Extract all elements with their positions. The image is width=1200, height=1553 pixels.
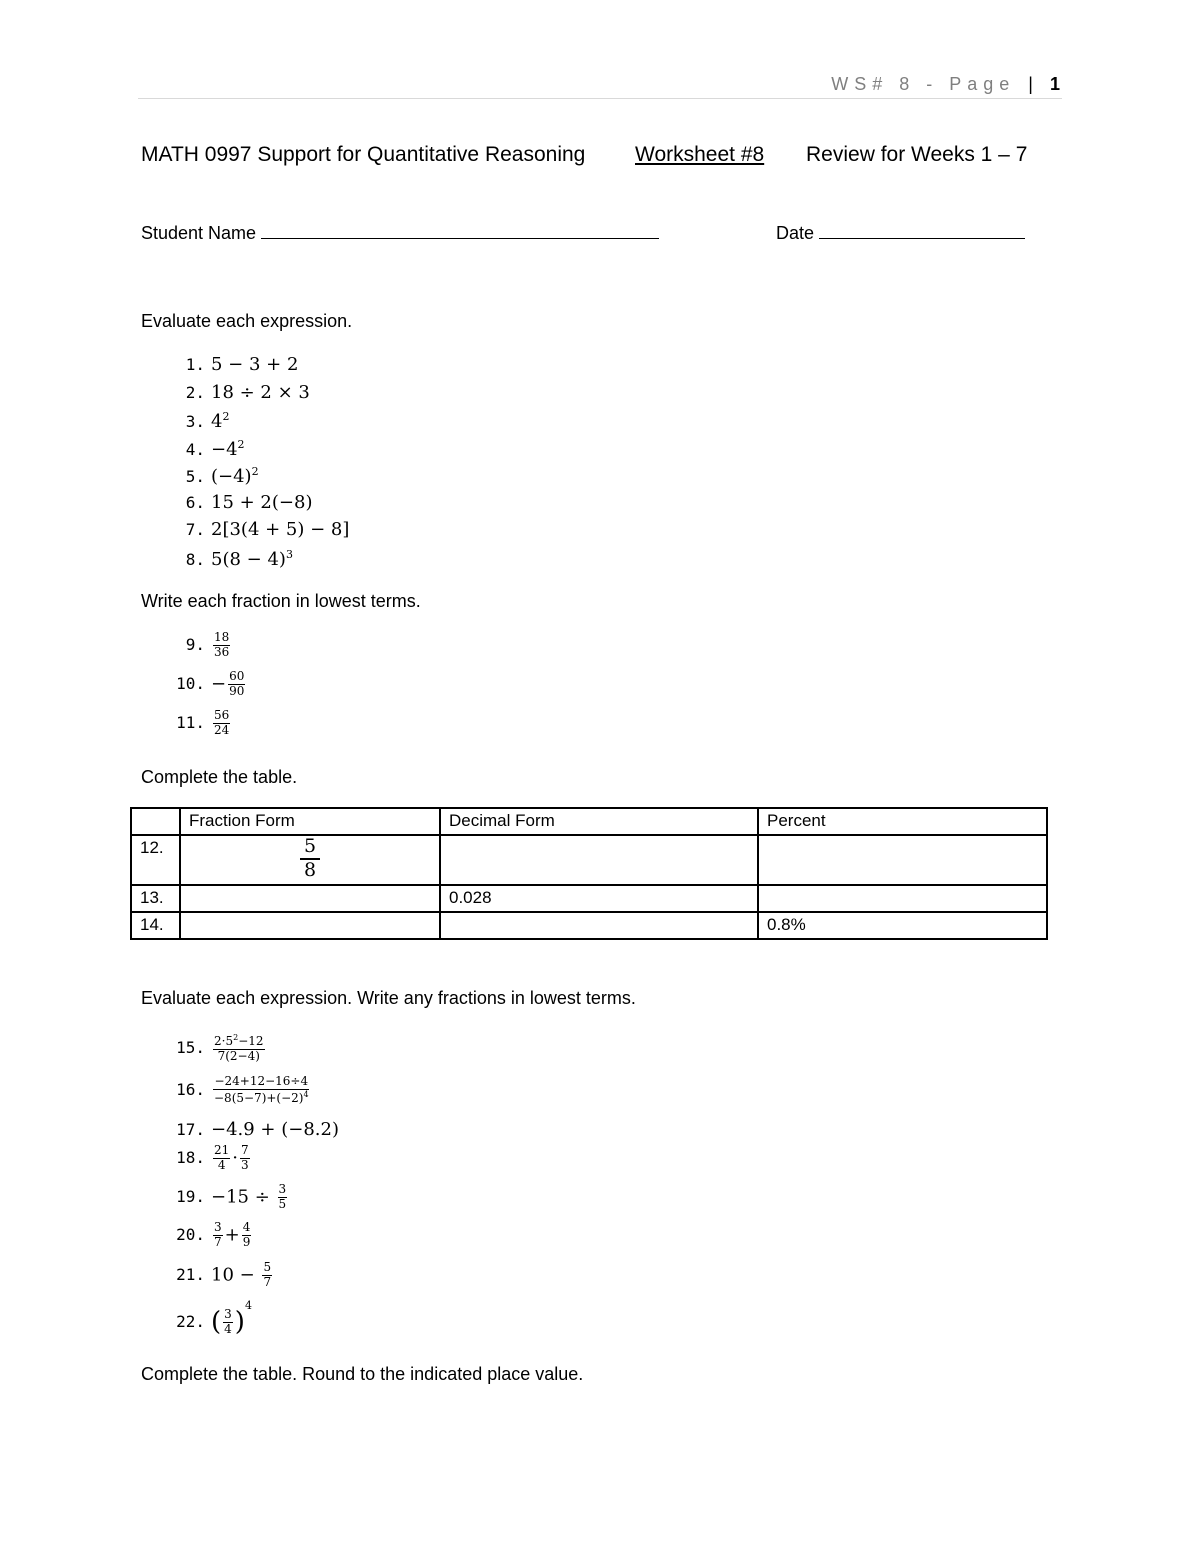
table-header-cell: Fraction Form — [180, 808, 440, 835]
fraction: $\frac{60}{90}$ — [229, 669, 245, 698]
problem-16: 16. $\frac{-24+12-16\div 4}{-8(5-7)+(-2)^4}$ — [176, 1074, 309, 1105]
problem-3: 3. $4^2$ — [185, 410, 230, 432]
problem-20: 20. $\frac{3}{7}$ + $\frac{4}{9}$ — [176, 1220, 251, 1249]
row-number: 12. — [131, 835, 180, 885]
problem-10: 10. − $\frac{60}{90}$ — [176, 669, 245, 698]
problem-6: 6. 15 + 2(−8) — [185, 492, 313, 513]
header-rule — [138, 98, 1062, 99]
percent-cell: 0.8% — [758, 912, 1047, 939]
problem-9: 9. $\frac{18}{36}$ — [185, 630, 230, 659]
row-number: 13. — [131, 885, 180, 912]
course-title: MATH 0997 Support for Quantitative Reasoning — [141, 143, 586, 166]
fraction: $\frac{18}{36}$ — [214, 630, 230, 659]
fraction: $\frac{3}{4}$ — [224, 1306, 232, 1336]
percent-cell[interactable] — [758, 835, 1047, 885]
table-row — [131, 835, 1047, 885]
problem-15: 15. $\frac{2\cdot 5^2-12}{7(2-4)}$ — [176, 1033, 264, 1063]
problem-18: 18. $\frac{21}{4}$ · $\frac{7}{3}$ — [176, 1143, 249, 1172]
fraction-cell[interactable] — [180, 835, 440, 885]
fraction: $\frac{5}{8}$ — [300, 836, 320, 882]
problem-7: 7. 2[3(4 + 5) − 8] — [185, 519, 350, 540]
table-header-row — [131, 808, 1047, 835]
decimal-cell[interactable] — [440, 912, 758, 939]
table-header-cell: Decimal Form — [440, 808, 758, 835]
row-number: 14. — [131, 912, 180, 939]
section3-instruction: Complete the table. — [141, 767, 298, 787]
section5-instruction: Complete the table. Round to the indicated place value. — [141, 1364, 584, 1384]
problem-17: 17. −4.9 + (−8.2) — [176, 1119, 339, 1140]
problem-5: 5. $(-4)^2$ — [185, 465, 259, 487]
problem-4: 4. $-4^2$ — [185, 438, 245, 460]
fraction-cell[interactable] — [180, 912, 440, 939]
problem-1: 1. 5 − 3 + 2 — [185, 354, 299, 375]
page-header-separator: | — [1028, 74, 1033, 94]
date-field — [776, 222, 1025, 244]
date-blank[interactable] — [819, 222, 1025, 239]
fraction: $\frac{3}{7}$ — [214, 1220, 222, 1249]
table-header-cell: Percent — [758, 808, 1047, 835]
fraction: $\frac{2\cdot 5^2-12}{7(2-4)}$ — [214, 1033, 264, 1063]
fraction: $\frac{3}{5}$ — [278, 1182, 287, 1211]
section2-instruction: Write each fraction in lowest terms. — [141, 591, 421, 611]
problem-21: 21. 10 − $\frac{5}{7}$ — [176, 1260, 272, 1289]
page-header — [831, 74, 1060, 95]
fraction: $\frac{7}{3}$ — [241, 1143, 249, 1172]
fraction: $\frac{5}{7}$ — [263, 1260, 272, 1289]
fraction: $\frac{56}{24}$ — [214, 708, 230, 737]
conversion-table — [130, 807, 1048, 940]
decimal-cell[interactable] — [440, 835, 758, 885]
worksheet-title: Worksheet #8 — [635, 143, 765, 166]
fraction: $\frac{21}{4}$ — [214, 1143, 230, 1172]
table-row — [131, 912, 1047, 939]
review-title: Review for Weeks 1 – 7 — [806, 143, 1028, 166]
page-header-label: WS# 8 - Page — [831, 74, 1016, 94]
fraction: $\frac{4}{9}$ — [242, 1220, 251, 1249]
problem-8: 8. $5(8 - 4)^3$ — [185, 548, 293, 570]
page-number: 1 — [1049, 74, 1060, 94]
table-row — [131, 885, 1047, 912]
student-name-field — [141, 222, 659, 244]
problem-19: 19. −15 ÷ $\frac{3}{5}$ — [176, 1182, 287, 1211]
fraction: $\frac{-24+12-16\div 4}{-8(5-7)+(-2)^4}$ — [214, 1074, 309, 1105]
fraction-cell[interactable] — [180, 885, 440, 912]
problem-22: 22. ( $\frac{3}{4}$ )$^4$ — [176, 1299, 252, 1337]
student-name-label: Student Name — [141, 223, 257, 243]
date-label: Date — [776, 223, 815, 243]
section4-instruction: Evaluate each expression. Write any fractions in lowest terms. — [141, 988, 636, 1008]
student-name-blank[interactable] — [261, 222, 659, 239]
percent-cell[interactable] — [758, 885, 1047, 912]
table-header-cell — [131, 808, 180, 835]
problem-11: 11. $\frac{56}{24}$ — [176, 708, 230, 737]
problem-2: 2. 18 ÷ 2 × 3 — [185, 382, 310, 403]
decimal-cell: 0.028 — [440, 885, 758, 912]
section1-instruction: Evaluate each expression. — [141, 311, 353, 331]
